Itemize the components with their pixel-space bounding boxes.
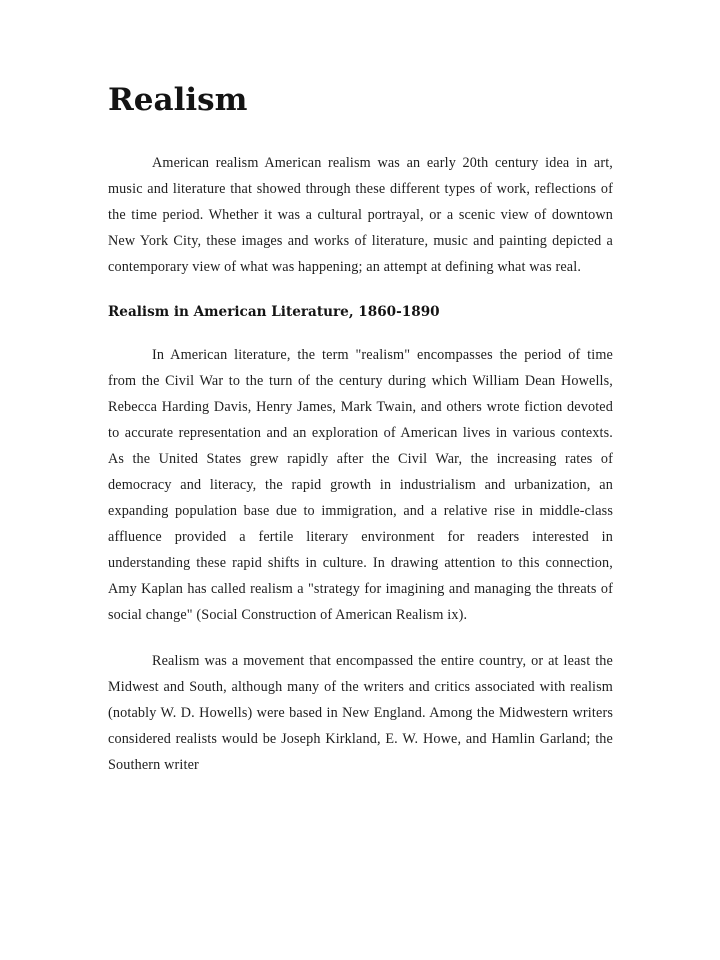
page-title: Realism <box>108 82 248 118</box>
section-heading: Realism in American Literature, 1860-1890 <box>108 304 440 320</box>
intro-paragraph: American realism American realism was an early 20th century idea in art, music and literature that showed through these different types of work, reflections of the time period. Whether it was a cultural portrayal, or a scenic view of downtown New York City, these images and works of literature, music and painting depicted a contemporary view of what was happening; an attempt at defining what was real. <box>108 155 613 275</box>
document-page <box>108 78 613 778</box>
section-paragraph-1: In American literature, the term "realism" encompasses the period of time from the Civil War to the turn of the century during which William Dean Howells, Rebecca Harding Davis, Henry James, Mark Twain, and others wrote fiction devoted to accurate representation and an exploration of American lives in various contexts. As the United States grew rapidly after the Civil War, the increasing rates of democracy and literacy, the rapid growth in industrialism and urbanization, an expanding population base due to immigration, and a relative rise in middle-class affluence provided a fertile literary environment for readers interested in understanding these rapid shifts in culture. In drawing attention to this connection, Amy Kaplan has called realism a "strategy for imagining and managing the threats of social change" (Social Construction of American Realism ix). <box>108 347 613 623</box>
section-paragraph-2: Realism was a movement that encompassed the entire country, or at least the Midwest and South, although many of the writers and critics associated with realism (notably W. D. Howells) were based in New England. Among the Midwestern writers considered realists would be Joseph Kirkland, E. W. Howe, and Hamlin Garland; the Southern writer <box>108 653 613 773</box>
